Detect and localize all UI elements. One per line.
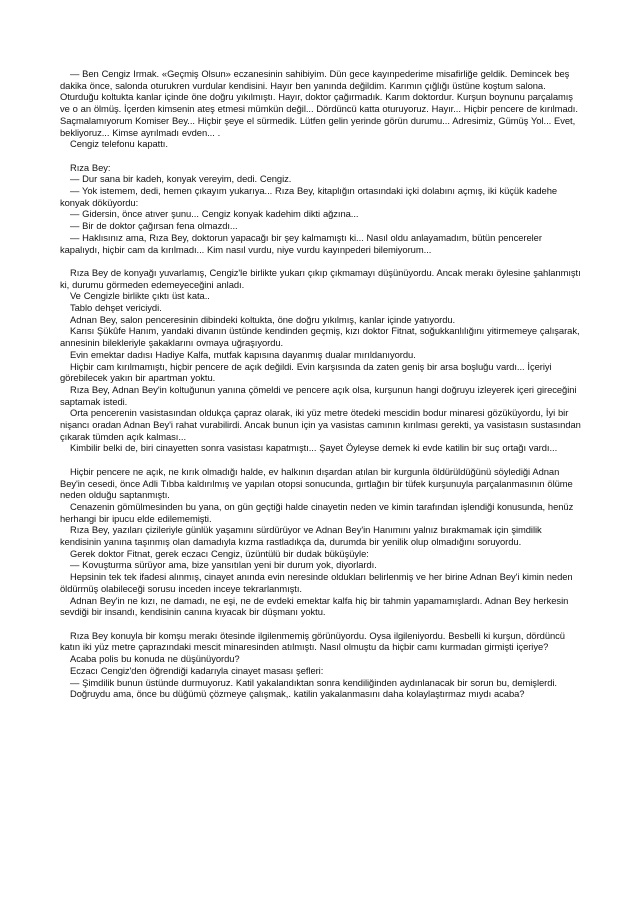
paragraph-gap	[60, 618, 582, 630]
paragraph: Evin emektar dadısı Hadiye Kalfa, mutfak kapısına dayanmış dualar mırıldanıyordu.	[70, 348, 416, 360]
paragraph: Rıza Bey, yazıları çizileriyle günlük yaşamını sürdürüyor ve Adnan Bey'in Hanımını yalnız bırakmamak için şimdilik kendisinin yanına taşınmış olan damadıyla kızma rastladıkça da, durumda bir yenilik olup olmadığını soruyordu.	[60, 524, 542, 548]
paragraph: Adnan Bey, salon penceresinin dibindeki koltukta, öne doğru yıkılmış, kanlar içinde yatıyordu.	[70, 313, 456, 325]
paragraph: — Gidersin, önce atıver şunu... Cengiz konyak kadehim dikti ağzına...	[70, 208, 359, 220]
document-page	[60, 68, 582, 700]
paragraph: Kimbilir belki de, biri cinayetten sonra vasistası kapatmıştı... Şayet Öyleyse demek ki evde katilin bir suç ortağı vardı...	[70, 442, 558, 454]
paragraph: Ve Cengizle birlikte çıktı üst kata..	[70, 290, 210, 302]
paragraph: Doğruydu ama, önce bu düğümü çözmeye çalışmak,. katilin yakalanmasını daha kolaylaştırmaz mıydı acaba?	[70, 688, 525, 700]
paragraph-gap	[60, 150, 582, 162]
paragraph: — Dur sana bir kadeh, konyak vereyim, dedi. Cengiz.	[70, 173, 292, 185]
paragraph: Adnan Bey'in ne kızı, ne damadı, ne eşi, ne de evdeki emektar kalfa hiç bir tahmin yapamamışlardı. Adnan Bey herkesin sevdiği bir insandı, kendisinin canına kıyacak bir düşmanı yoktu.	[60, 594, 569, 618]
paragraph: Karısı Şükûfe Hanım, yandaki divanın üstünde kendinden geçmiş, kızı doktor Fitnat, soğukkanlılığını yitirmemeye çalışarak, annesinin bilekleriyle şakaklarını ovmaya uğraşıyordu.	[60, 325, 580, 349]
paragraph: Eczacı Cengiz'den öğrendiği kadarıyla cinayet masası şefleri:	[70, 664, 324, 676]
paragraph: Rıza Bey, Adnan Bey'in koltuğunun yanına çömeldi ve pencere açık olsa, kurşunun hangi doğruyu izleyerek içeri gireceğini saptamak istedi.	[60, 383, 577, 407]
paragraph: Rıza Bey de konyağı yuvarlamış, Cengiz'le birlikte yukarı çıkıp çıkmamayı düşünüyordu. Ancak merakı öylesine şahlanmıştı ki, durumu görmeden edemeyeceğini anladı.	[60, 266, 581, 290]
paragraph: Hiçbir cam kırılmamıştı, hiçbir pencere de açık değildi. Evin karşısında da zaten geniş bir arsa boşluğu vardı... İçeriyi görebilecek yakın bir apartman yoktu.	[60, 360, 552, 384]
paragraph: Rıza Bey:	[70, 161, 111, 173]
paragraph: — Bir de doktor çağırsan fena olmazdı...	[70, 220, 238, 232]
paragraph: Gerek doktor Fitnat, gerek eczacı Cengiz, üzüntülü bir dudak büküşüyle:	[70, 547, 369, 559]
paragraph: — Şimdilik bunun üstünde durmuyoruz. Katil yakalandıktan sonra kendiliğinden aydınlanacak bir sorun bu, demişlerdi.	[70, 676, 557, 688]
paragraph-gap	[60, 255, 582, 267]
paragraph: — Ben Cengiz Irmak. «Geçmiş Olsun» eczanesinin sahibiyim. Dün gece kayınpederime misafirliğe geldik. Demincek beş dakika önce, salonda oturukren vurdular kendisini. Hayır ben yanında değildim. Karımın çığlığı üstüne koştum salona. Oturduğu koltukta kanlar içinde öne doğru yıkılmıştı. Hayır, doktor çağırmadık. Karım doktordur. Kurşun boynunu parçalamış ve o an ölmüş. İçerden kimsenin ateş etmesi mümkün değil... Dördüncü katta oturuyoruz. Hayır... Hiçbir pencere de kırılmadı. Saçmalamıyorum Komiser Bey... Hiçbir şeye el sürmedik. Lütfen gelin yerinde görün durumu... Adresimiz, Gümüş Yol... Evet, bekliyoruz... Kimse ayrılmadı evden... .	[60, 68, 578, 138]
paragraph: Tablo dehşet vericiydi.	[70, 302, 162, 314]
paragraph: Orta pencerenin vasistasından oldukça çapraz olarak, iki yüz metre ötedeki mescidin bodur minaresi gözüküyordu, İyi bir nişancı oradan Adnan Bey'i rahat vurabilirdi. Ancak bunun için ya vasistas camının kırılması gerekti, ya vasistasın sustasından çıkarak tümden açık kalması...	[60, 407, 581, 442]
paragraph: Cengiz telefonu kapattı.	[70, 138, 168, 150]
paragraph: Cenazenin gömülmesinden bu yana, on gün geçtiği halde cinayetin neden ve kimin tarafından işlendiği konusunda, henüz herhangi bir ipucu elde edilememişti.	[60, 500, 574, 524]
paragraph: Hepsinin tek tek ifadesi alınmış, cinayet anında evin neresinde oldukları belirlenmiş ve her birine Adnan Bey'i kimin neden öldürmüş olabileceği sorusu inceden inceye tekrarlanmıştı.	[60, 571, 573, 594]
paragraph-gap	[60, 454, 582, 466]
paragraph: — Yok istemem, dedi, hemen çıkayım yukarıya... Rıza Bey, kitaplığın ortasındaki içki dolabını açmış, iki küçük kadehe konyak döküyordu:	[60, 185, 558, 208]
paragraph: Rıza Bey konuyla bir komşu merakı ötesinde ilgilenmemiş görünüyordu. Oysa ilgileniyordu. Besbelli ki kurşun, dördüncü katın iki yüz metre çaprazındaki mescit minaresinden atılmıştı. Nasıl olmuştu da hiçbir camı kurmadan girmişti içeriye?	[60, 629, 565, 653]
paragraph: — Kovuşturma sürüyor ama, bize yansıtılan yeni bir durum yok, diyorlardı.	[70, 559, 377, 571]
paragraph: Hiçbir pencere ne açık, ne kırık olmadığı halde, ev halkının dışardan atılan bir kurgunla öldürüldüğünü söylediği Adnan Bey'in cesedi, önce Adli Tıbba kaldırılmış ve yapılan otopsi sonucunda, gırtlağın bir tüfek kurşunuyla parçalanmasının ölüme neden olduğu saptanmıştı.	[60, 465, 573, 501]
paragraph: — Haklısınız ama, Rıza Bey, doktorun yapacağı bir şey kalmamıştı ki... Nasıl oldu anlayamadım, bütün pencereler kapalıydı, hiçbir cam da kırılmadı... Kim nasıl vurdu, niye vurdu kayınpederi bilemiyorum...	[60, 231, 542, 255]
paragraph: Acaba polis bu konuda ne düşünüyordu?	[70, 653, 240, 665]
